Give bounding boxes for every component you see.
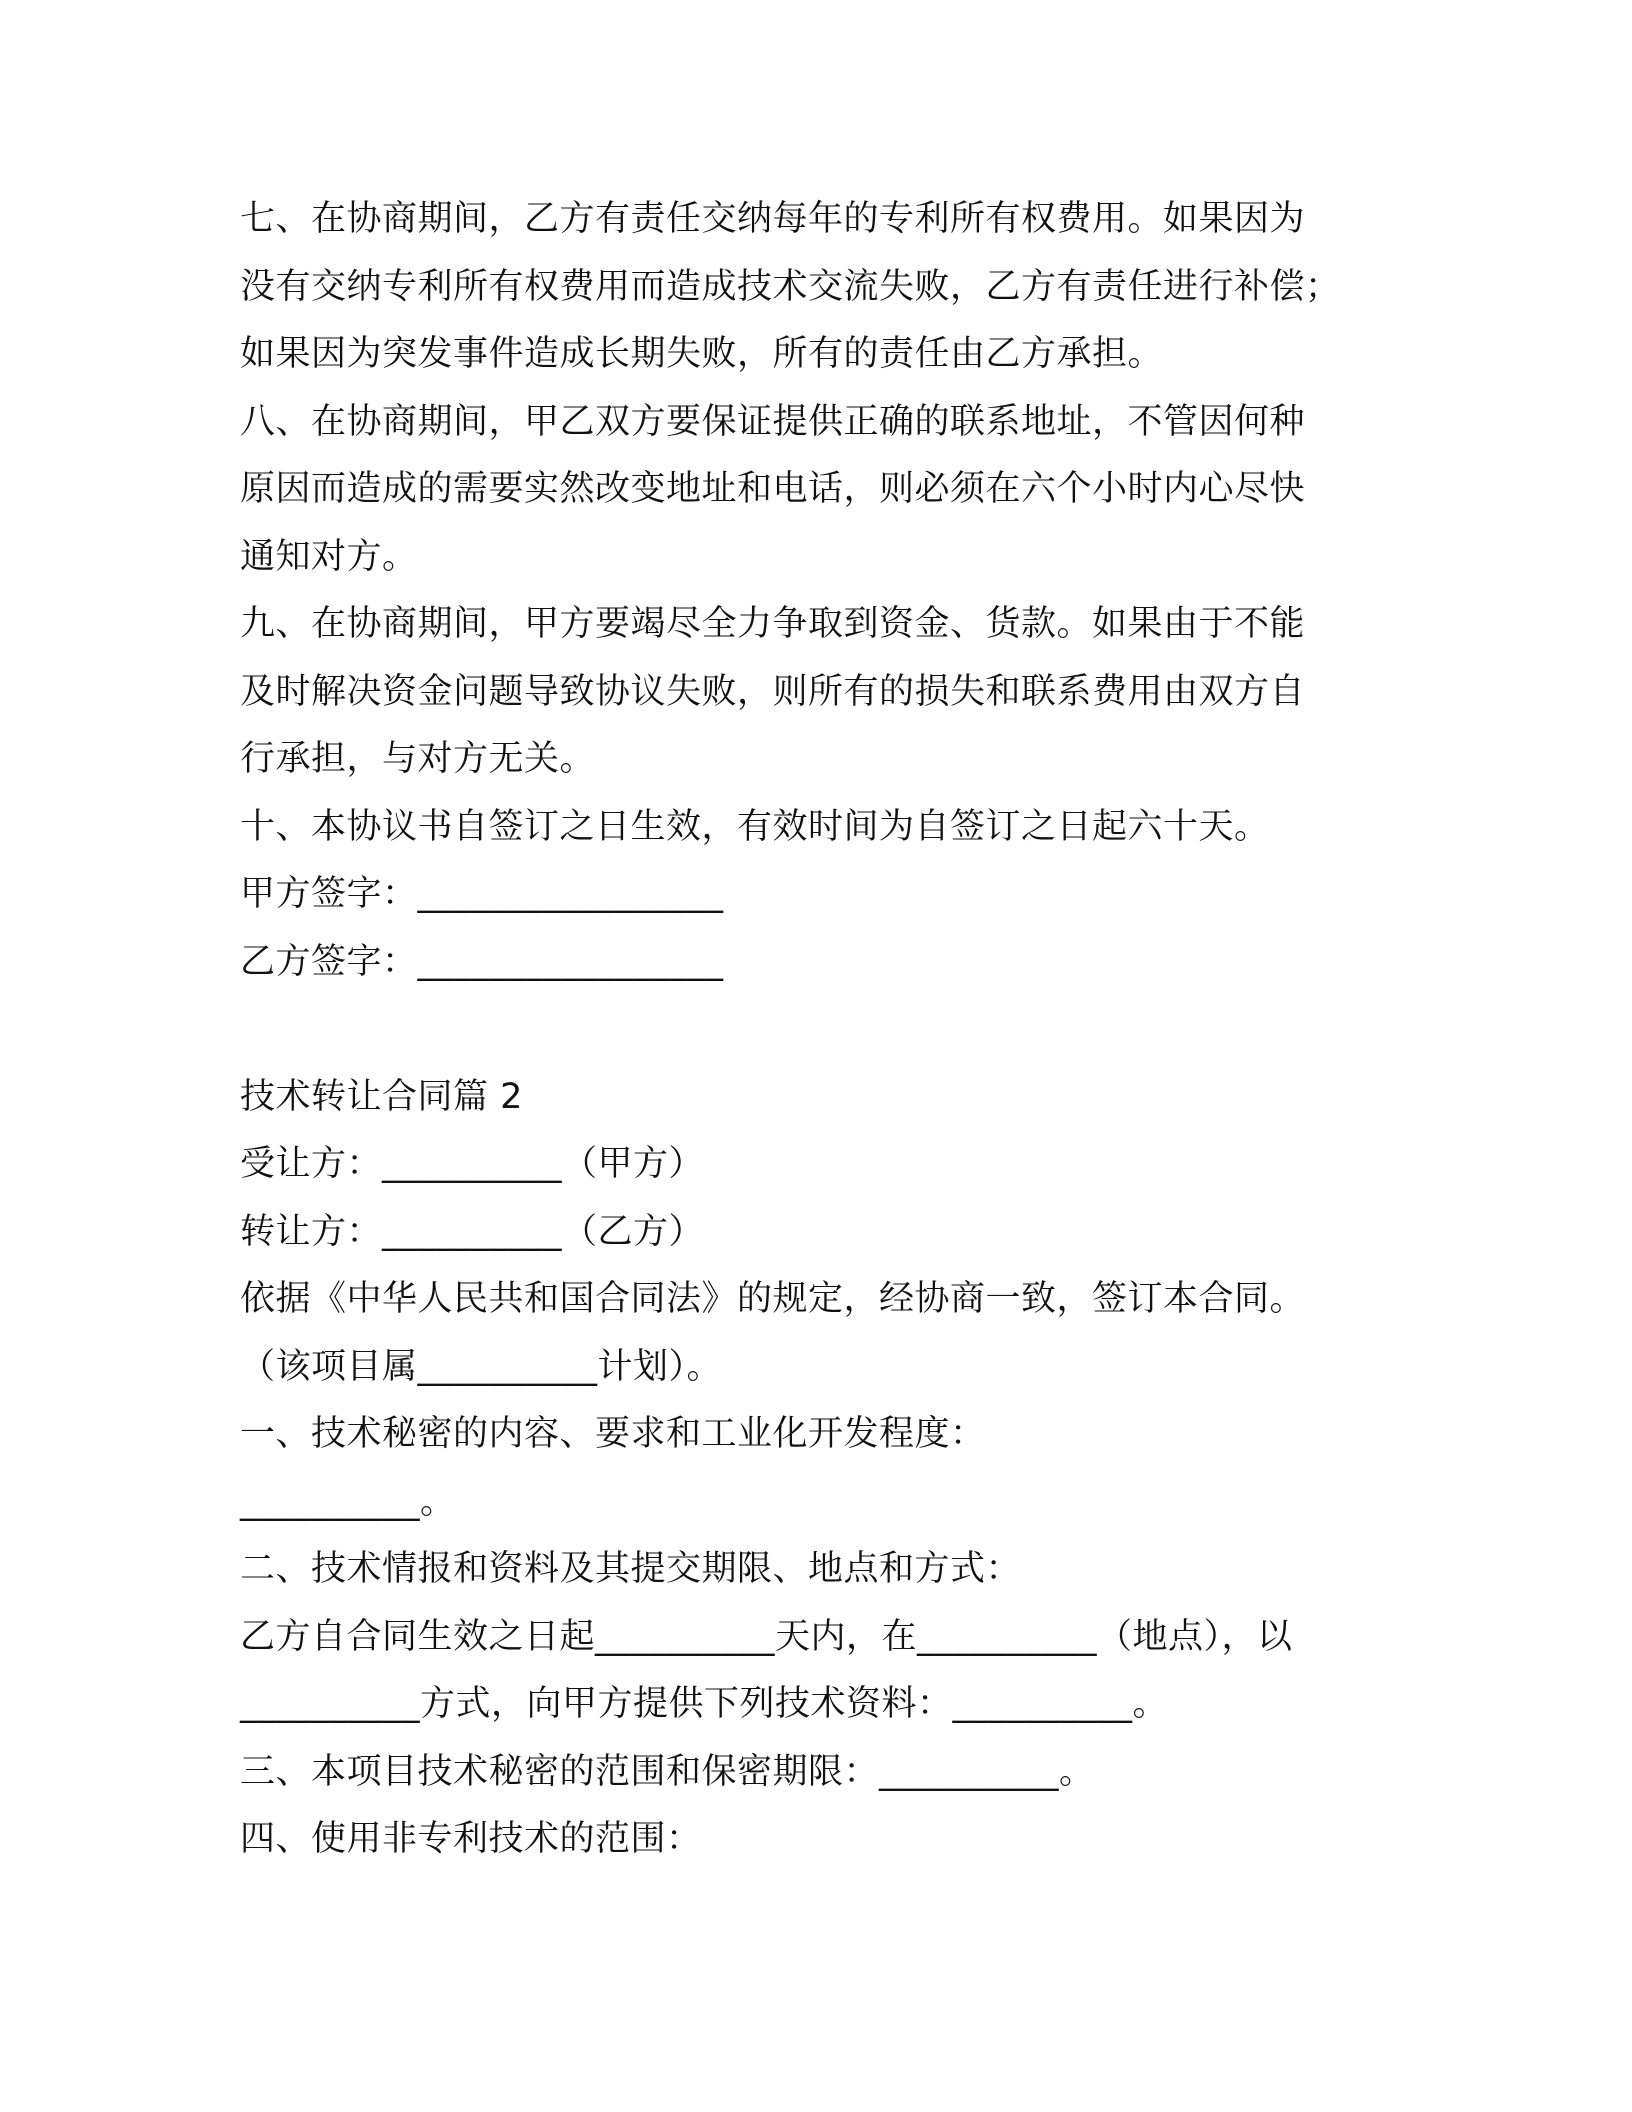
transferee-line: 受让方：__________（甲方） bbox=[240, 1144, 705, 1184]
clause-9-line-2: 及时解决资金问题导致协议失败，则所有的损失和联系费用由双方自 bbox=[240, 671, 1306, 712]
article-1-heading: 一、技术秘密的内容、要求和工业化开发程度： bbox=[240, 1414, 986, 1454]
party-a-signature: 甲方签字：_________________ bbox=[240, 874, 724, 914]
article-2-heading: 二、技术情报和资料及其提交期限、地点和方式： bbox=[240, 1549, 1022, 1589]
article-2-line-2: __________方式，向甲方提供下列技术资料：__________。 bbox=[240, 1684, 1169, 1724]
section-2-title: 技术转让合同篇 2 bbox=[240, 1076, 523, 1117]
clause-7-line-3: 如果因为突发事件造成长期失败，所有的责任由乙方承担。 bbox=[240, 334, 1164, 374]
legal-basis-line: 依据《中华人民共和国合同法》的规定，经协商一致，签订本合同。 bbox=[240, 1279, 1306, 1319]
clause-8-line-2: 原因而造成的需要实然改变地址和电话，则必须在六个小时内心尽快 bbox=[240, 469, 1306, 509]
clause-9-line-1: 九、在协商期间，甲方要竭尽全力争取到资金、货款。如果由于不能 bbox=[240, 604, 1306, 644]
document-body bbox=[240, 186, 1400, 1874]
article-2-line-1: 乙方自合同生效之日起__________天内，在__________（地点），以 bbox=[240, 1616, 1293, 1657]
project-plan-line: （该项目属__________计划）。 bbox=[240, 1346, 723, 1387]
clause-7-line-2: 没有交纳专利所有权费用而造成技术交流失败，乙方有责任进行补偿； bbox=[240, 266, 1341, 307]
article-1-blank: __________。 bbox=[240, 1481, 456, 1522]
clause-9-line-3: 行承担，与对方无关。 bbox=[240, 739, 596, 779]
article-4-heading: 四、使用非专利技术的范围： bbox=[240, 1819, 702, 1859]
clause-8-line-1: 八、在协商期间，甲乙双方要保证提供正确的联系地址，不管因何种 bbox=[240, 401, 1306, 442]
spacer bbox=[240, 996, 1400, 1064]
clause-7-line-1: 七、在协商期间，乙方有责任交纳每年的专利所有权费用。如果因为 bbox=[240, 199, 1306, 239]
article-3: 三、本项目技术秘密的范围和保密期限：__________。 bbox=[240, 1751, 1095, 1792]
transferor-line: 转让方：__________（乙方） bbox=[240, 1211, 705, 1252]
clause-8-line-3: 通知对方。 bbox=[240, 536, 418, 577]
party-b-signature: 乙方签字：_________________ bbox=[240, 941, 724, 982]
clause-10: 十、本协议书自签订之日生效，有效时间为自签订之日起六十天。 bbox=[240, 806, 1270, 847]
